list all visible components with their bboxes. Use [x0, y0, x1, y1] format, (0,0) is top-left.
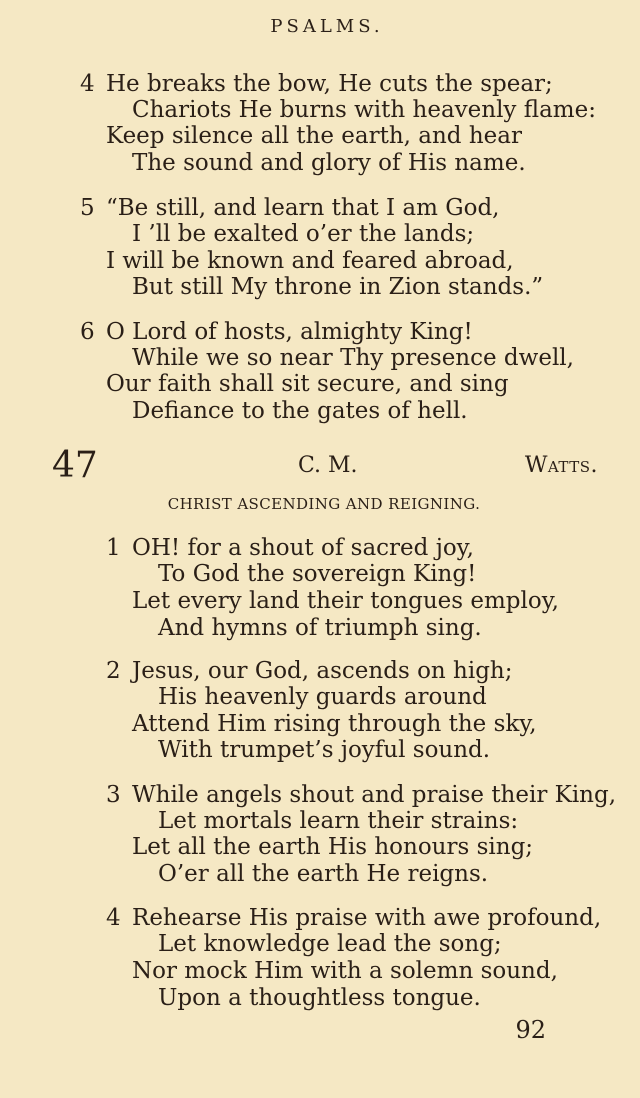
verse-line: The sound and glory of His name.: [132, 150, 526, 176]
verse-line: Nor mock Him with a solemn sound,: [132, 958, 558, 984]
verse-line: “Be still, and learn that I am God,: [106, 195, 500, 221]
verse-line: To God the sovereign King!: [158, 561, 477, 587]
verse-line: Jesus, our God, ascends on high;: [132, 658, 513, 684]
verse-line: He breaks the bow, He cuts the spear;: [106, 71, 553, 97]
verse-line: Rehearse His praise with awe profound,: [132, 905, 602, 931]
verse-line: O Lord of hosts, almighty King!: [106, 319, 473, 345]
verse-line: Keep silence all the earth, and hear: [106, 123, 522, 149]
verse-line: Let every land their tongues employ,: [132, 588, 559, 614]
hymn-title: CHRIST ASCENDING AND REIGNING.: [167, 495, 481, 513]
page-number: 92: [515, 1016, 546, 1044]
stanza-number: 4: [80, 71, 95, 97]
verse-line: And hymns of triumph sing.: [158, 615, 482, 641]
stanza-number: 1: [106, 535, 121, 561]
stanza-number: 6: [80, 319, 95, 345]
verse-line: I will be known and feared abroad,: [106, 248, 514, 274]
verse-line: Attend Him rising through the sky,: [132, 711, 537, 737]
verse-line: O’er all the earth He reigns.: [158, 861, 489, 887]
verse-line: OH! for a shout of sacred joy,: [132, 535, 474, 561]
verse-line: Let all the earth His honours sing;: [132, 834, 534, 860]
stanza-number: 5: [80, 195, 95, 221]
verse-line: Chariots He burns with heavenly flame:: [132, 97, 596, 123]
hymn-meter: C. M.: [298, 453, 358, 478]
verse-line: Let mortals learn their strains:: [158, 808, 519, 834]
stanza-number: 4: [106, 905, 121, 931]
running-head: PSALMS.: [270, 16, 384, 37]
verse-line: While angels shout and praise their King,: [132, 782, 617, 808]
verse-line: With trumpet’s joyful sound.: [158, 737, 491, 763]
verse-line: I ’ll be exalted o’er the lands;: [132, 221, 475, 247]
verse-line: His heavenly guards around: [158, 684, 487, 710]
stanza-number: 2: [106, 658, 121, 684]
verse-line: Let knowledge lead the song;: [158, 931, 502, 957]
hymn-number: 47: [52, 445, 98, 486]
verse-line: Defiance to the gates of hell.: [132, 398, 468, 424]
verse-line: Upon a thoughtless tongue.: [158, 985, 481, 1011]
stanza-number: 3: [106, 782, 121, 808]
verse-line: But still My throne in Zion stands.”: [132, 274, 544, 300]
hymn-author: Watts.: [524, 453, 598, 478]
verse-line: Our faith shall sit secure, and sing: [106, 371, 509, 397]
verse-line: While we so near Thy presence dwell,: [132, 345, 574, 371]
